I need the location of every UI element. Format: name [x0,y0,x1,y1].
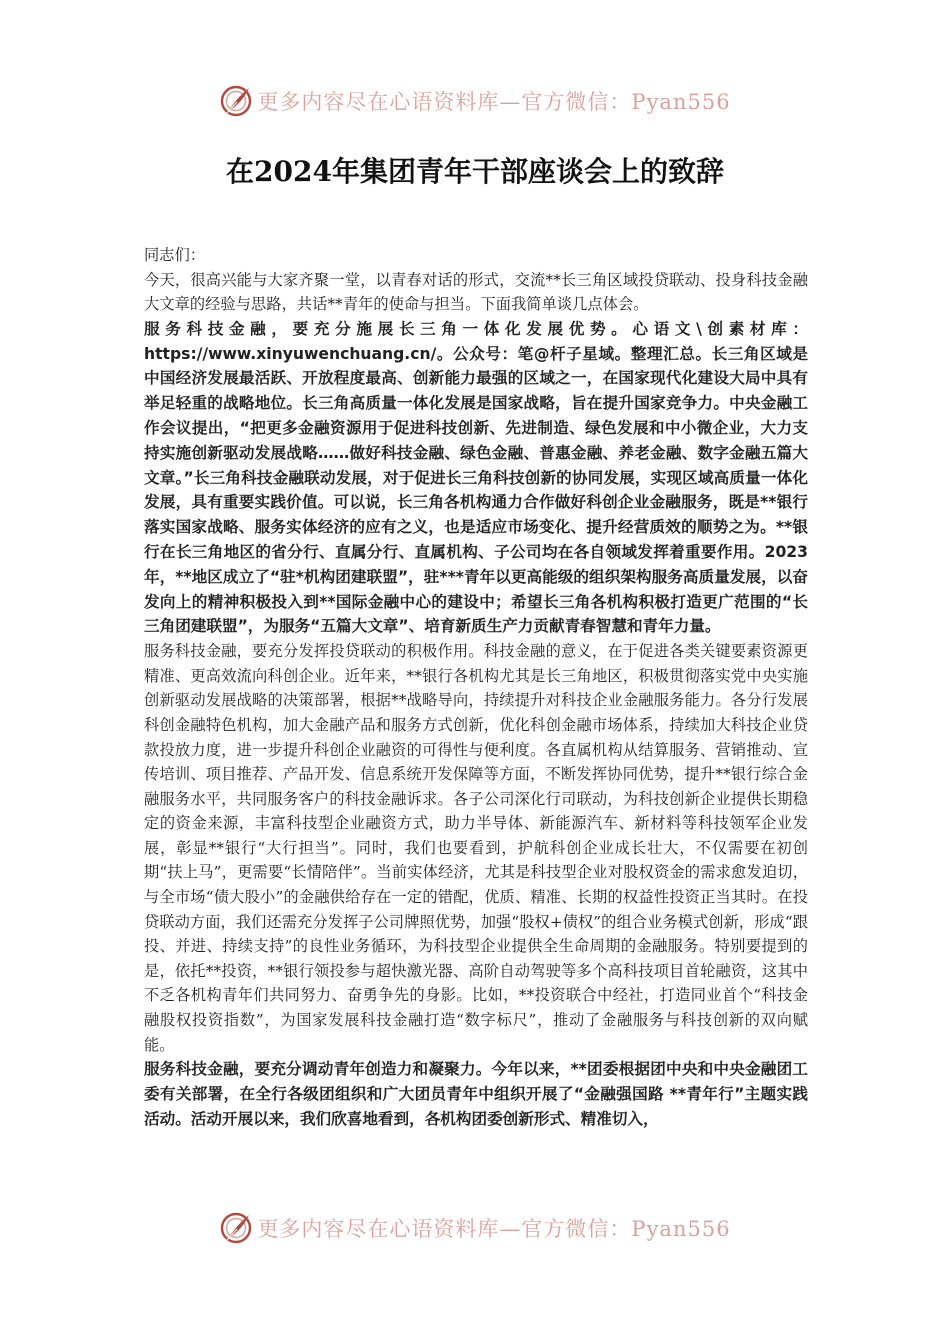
feather-quill-logo [219,1211,253,1245]
feather-quill-logo [219,84,253,118]
section-1-paragraph: 服务科技金融，要充分施展长三角一体化发展优势。心语文\创素材库：https://www.xinyuwenchuang.cn/。公众号：笔@杆子星域。整理汇总。长三角区域是中国经济发展最活跃、开放程度最高、创新能力最强的区域之一，在国家现代化建设大局中具有举足轻重的战略地位。长三角高质量一体化发展是国家战略，旨在提升国家竞争力。中央金融工作会议提出，“把更多金融资源用于促进科技创新、先进制造、绿色发展和中小微企业，大力支持实施创新驱动发展战略……做好科技金融、绿色金融、普惠金融、养老金融、数字金融五篇大文章。”长三角科技金融联动发展，对于促进长三角科技创新的协同发展，实现区域高质量一体化发展，具有重要实践价值。可以说，长三角各机构通力合作做好科创企业金融服务，既是**银行落实国家战略、服务实体经济的应有之义，也是适应市场变化、提升经营质效的顺势之为。**银行在长三角地区的省分行、直属分行、直属机构、子公司均在各自领域发挥着重要作用。2023年，**地区成立了“驻*机构团建联盟”，驻***青年以更高能级的组织架构服务高质量发展，以奋发向上的精神积极投入到**国际金融中心的建设中；希望长三角各机构积极打造更广范围的“长三角团建联盟”，为服务“五篇大文章”、培育新质生产力贡献青春智慧和青年力量。 [144,319,808,636]
salutation: 同志们： [144,246,206,264]
watermark-text: 更多内容尽在心语资料库—官方微信：Pyan556 [257,90,731,114]
watermark-text: 更多内容尽在心语资料库—官方微信：Pyan556 [257,1217,731,1241]
document-title: 在2024年集团青年干部座谈会上的致辞 [226,155,724,188]
section-2-paragraph: 服务科技金融，要充分发挥投贷联动的积极作用。科技金融的意义，在于促进各类关键要素资源更精准、更高效流向科创企业。近年来，**银行各机构尤其是长三角地区，积极贯彻落实党中央实施创新驱动发展战略的决策部署，根据**战略导向，持续提升对科技企业金融服务能力。各分行发展科创金融特色机构，加大金融产品和服务方式创新，优化科创金融市场体系，持续加大科技企业贷款投放力度，进一步提升科创企业融资的可得性与便利度。各直属机构从结算服务、营销推动、宣传培训、项目推荐、产品开发、信息系统开发保障等方面，不断发挥协同优势，提升**银行综合金融服务水平，共同服务客户的科技金融诉求。各子公司深化行司联动，为科技创新企业提供长期稳定的资金来源，丰富科技型企业融资方式，助力半导体、新能源汽车、新材料等科技领军企业发展，彰显**银行“大行担当”。同时，我们也要看到，护航科创企业成长壮大，不仅需要在初创期“扶上马”，更需要“长情陪伴”。当前实体经济，尤其是科技型企业对股权资金的需求愈发迫切，与全市场“债大股小”的金融供给存在一定的错配，优质、精准、长期的权益性投资正当其时。在投贷联动方面，我们还需充分发挥子公司牌照优势，加强“股权+债权”的组合业务模式创新，形成“跟投、并进、持续支持”的良性业务循环，为科技型企业提供全生命周期的金融服务。特别要提到的是，依托**投资，**银行领投参与超快激光器、高阶自动驾驶等多个高科技项目首轮融资，这其中不乏各机构青年们共同努力、奋勇争先的身影。比如，**投资联合中经社，打造同业首个“科技金融股权投资指数”，为国家发展科技金融打造“数字标尺”，推动了金融服务与科技创新的双向赋能。 [144,642,808,1054]
watermark-banner-bottom [0,1211,950,1245]
section-3-paragraph: 服务科技金融，要充分调动青年创造力和凝聚力。今年以来，**团委根据团中央和中央金融团工委有关部署，在全行各级团组织和广大团员青年中组织开展了“金融强国路 **青年行”主题实践活动。活动开展以来，我们欣喜地看到，各机构团委创新形式、精准切入， [144,1060,808,1128]
intro-paragraph: 今天，很高兴能与大家齐聚一堂，以青春对话的形式，交流**长三角区域投贷联动、投身科技金融大文章的经验与思路，共话**青年的使命与担当。下面我简单谈几点体会。 [144,270,808,314]
watermark-banner-top [0,84,950,118]
document-body [144,243,808,1132]
